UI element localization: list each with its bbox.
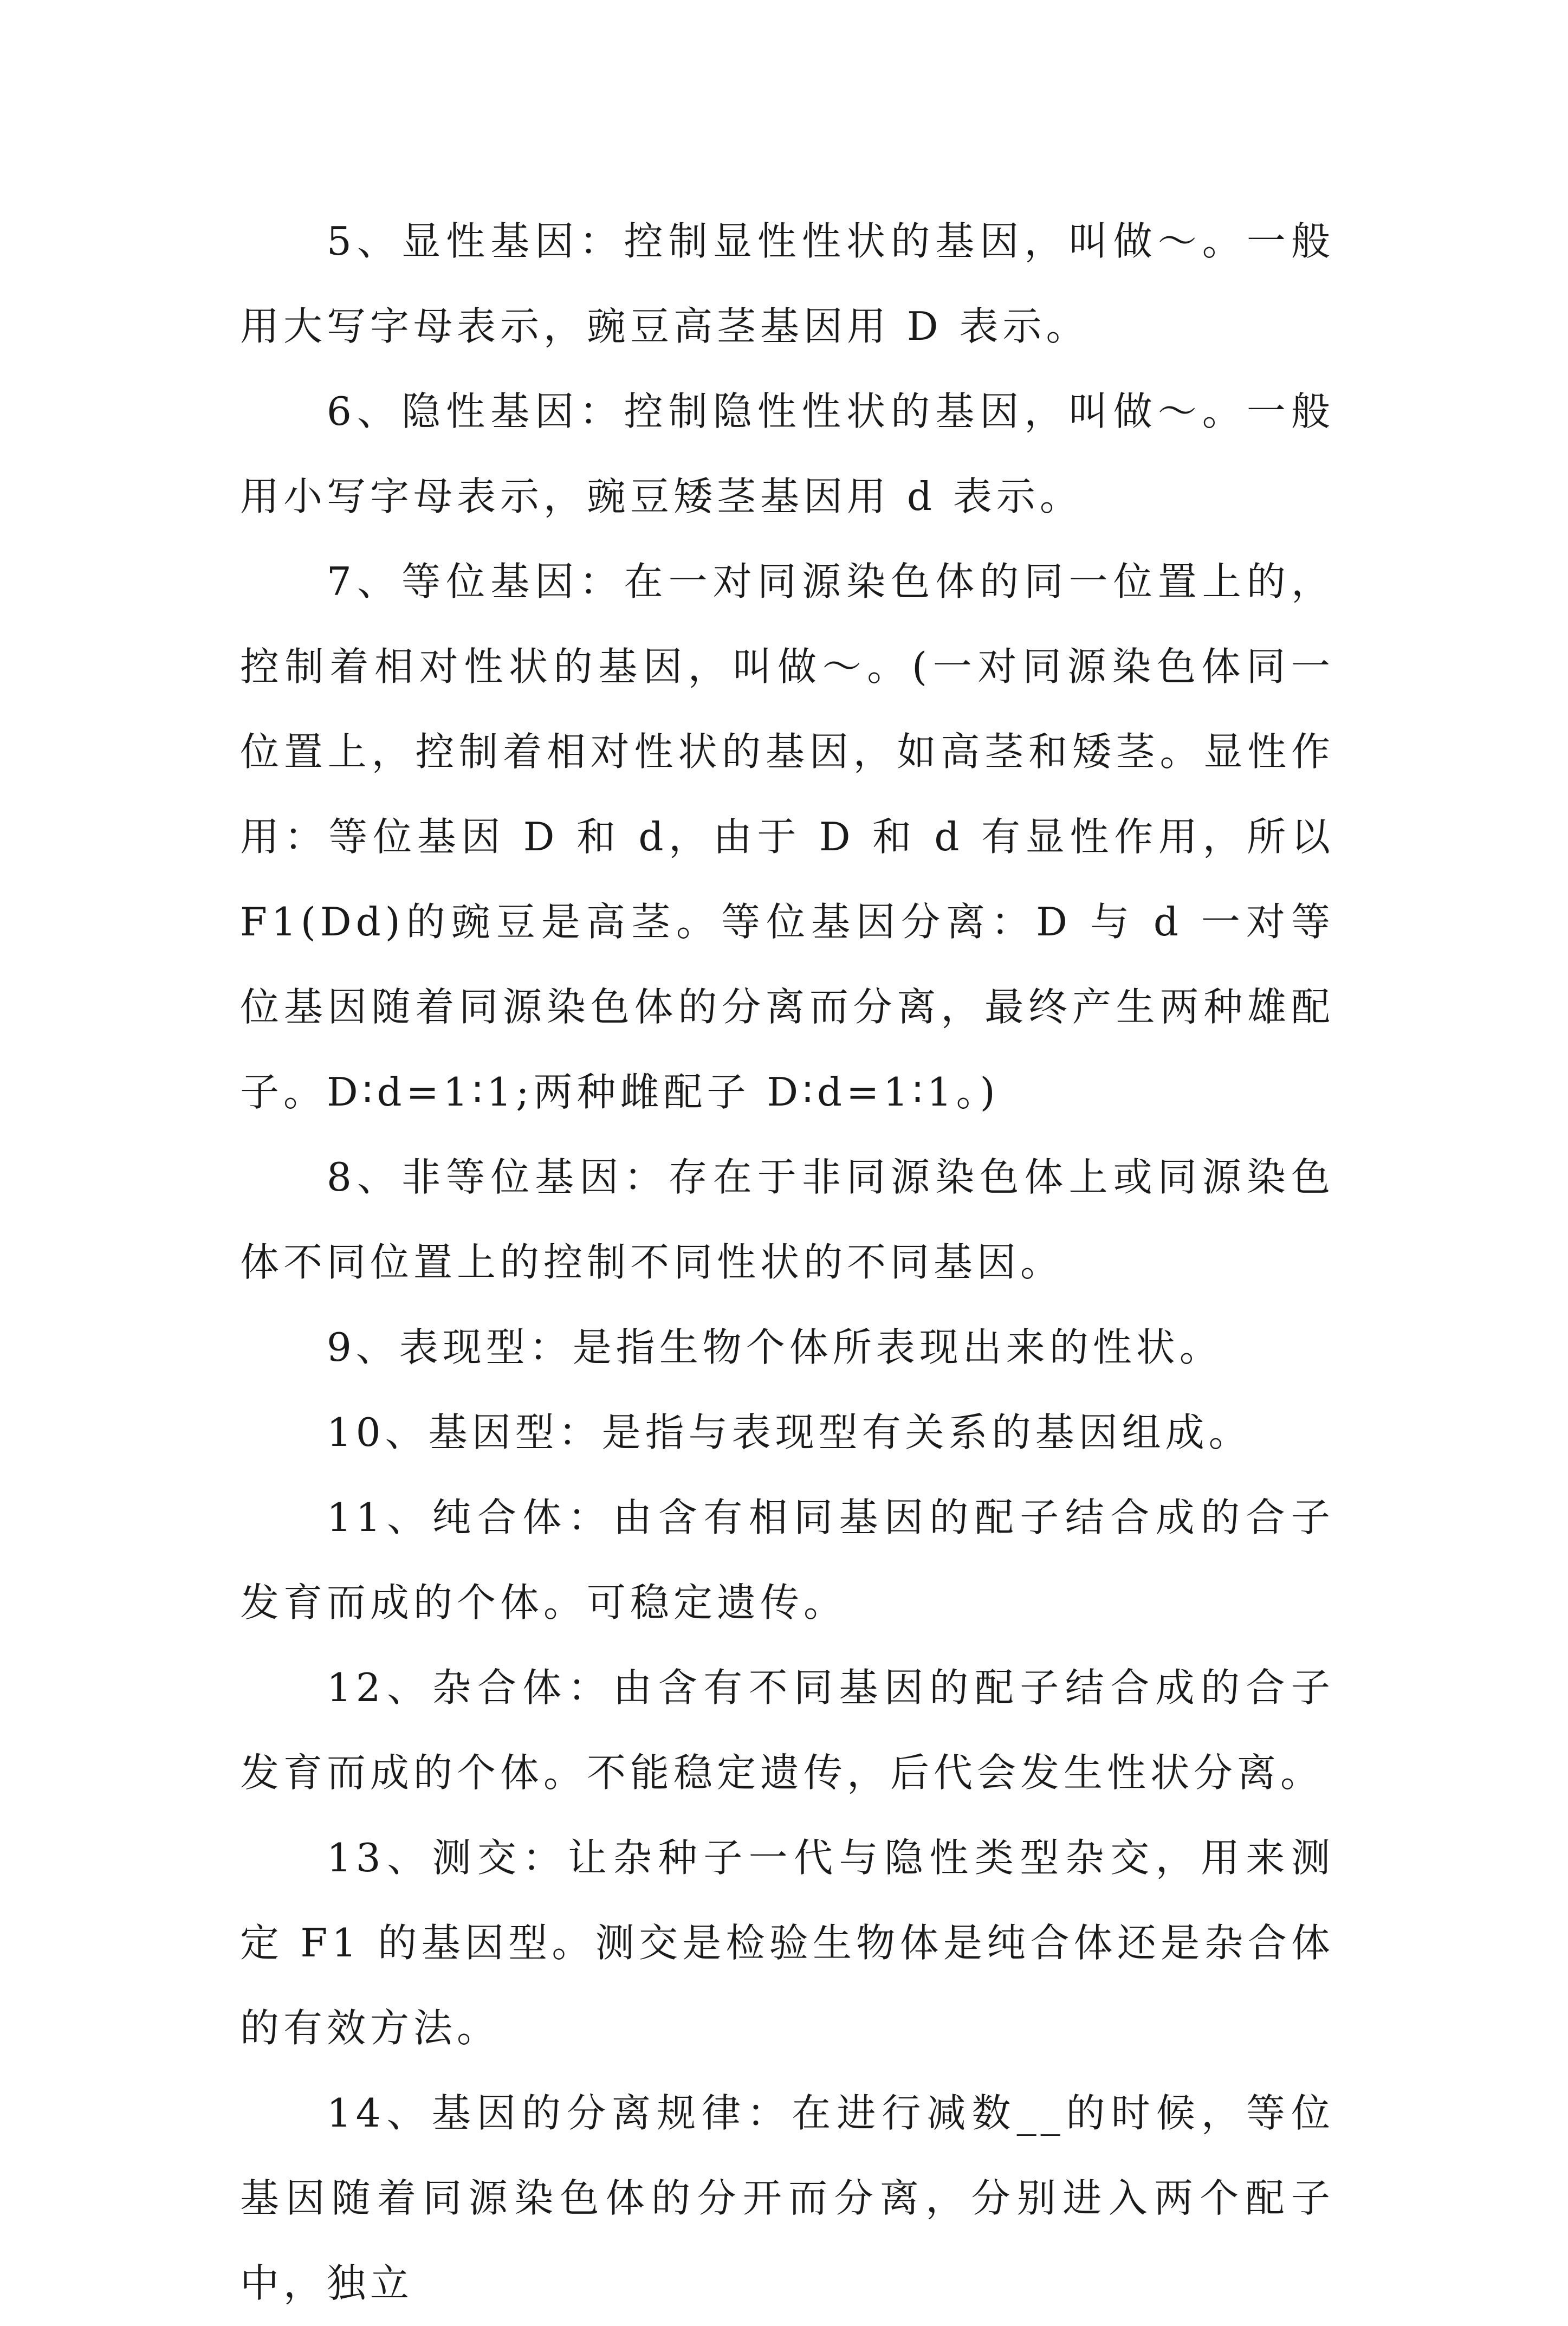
paragraph-item-5: 5、显性基因：控制显性性状的基因，叫做～。一般用大写字母表示，豌豆高茎基因用 D 表示。	[240, 218, 1334, 349]
document-body	[240, 199, 1334, 2326]
paragraph-item-13: 13、测交：让杂种子一代与隐性类型杂交，用来测定 F1 的基因型。测交是检验生物体是纯合体还是杂合体的有效方法。	[240, 1835, 1334, 2051]
paragraph-item-8: 8、非等位基因：存在于非同源染色体上或同源染色体不同位置上的控制不同性状的不同基因。	[240, 1154, 1334, 1285]
paragraph-item-14: 14、基因的分离规律：在进行减数__的时候，等位基因随着同源染色体的分开而分离，分别进入两个配子中，独立	[240, 2090, 1334, 2306]
paragraph-item-9: 9、表现型：是指生物个体所表现出来的性状。	[327, 1324, 1223, 1370]
paragraph-item-10: 10、基因型：是指与表现型有关系的基因组成。	[327, 1410, 1252, 1455]
paragraph-item-6: 6、隐性基因：控制隐性性状的基因，叫做～。一般用小写字母表示，豌豆矮茎基因用 d 表示。	[240, 389, 1334, 519]
paragraph-item-7: 7、等位基因：在一对同源染色体的同一位置上的，控制着相对性状的基因，叫做～。(一对同源染色体同一位置上，控制着相对性状的基因，如高茎和矮茎。显性作用：等位基因 D 和 d，由于 D 和 d 有显性作用，所以 F1(Dd)的豌豆是高茎。等位基因分离：D 与 d 一对等位基因随着同源染色体的分离而分离，最终产生两种雄配子。D∶d=1∶1;两种雌配子 D∶d=1∶1。)	[240, 559, 1334, 1115]
paragraph-item-12: 12、杂合体：由含有不同基因的配子结合成的合子发育而成的个体。不能稳定遗传，后代会发生性状分离。	[240, 1665, 1334, 1795]
paragraph-item-11: 11、纯合体：由含有相同基因的配子结合成的合子发育而成的个体。可稳定遗传。	[240, 1495, 1334, 1625]
